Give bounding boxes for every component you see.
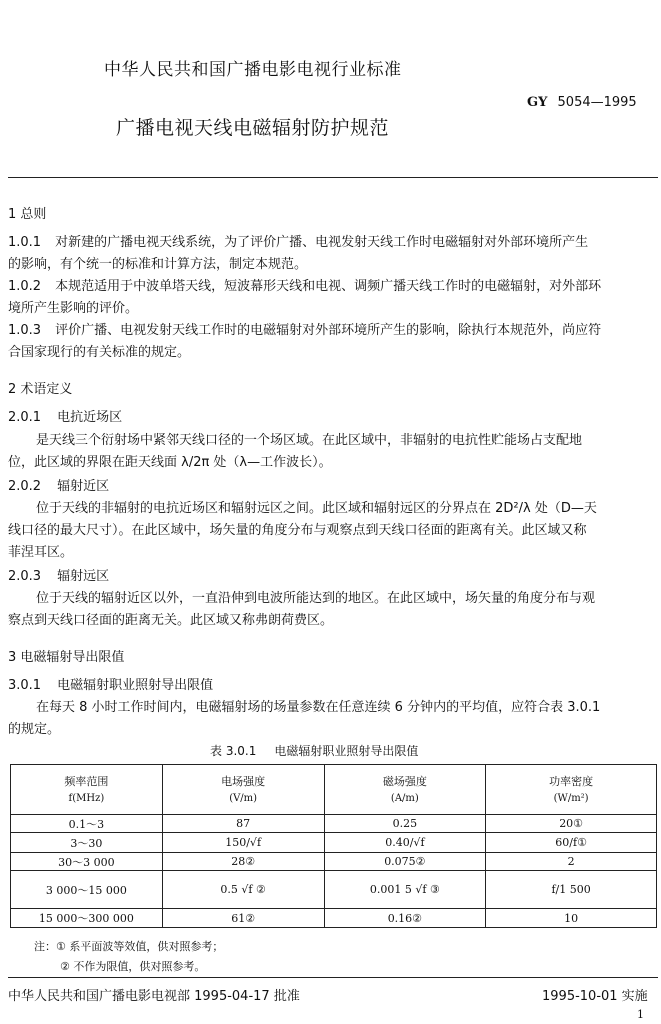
table-row <box>11 815 657 833</box>
limits-table <box>10 764 657 928</box>
clause-1-0-2-line2: 境所产生影响的评价。 <box>8 301 139 316</box>
standard-code-number: 5054—1995 <box>557 95 637 110</box>
clause-1-0-1-line2: 的影响，有个统一的标准和计算方法，制定本规范。 <box>8 257 308 272</box>
clause-1-0-2-line1 <box>8 276 601 298</box>
clause-2-0-1-line1: 是天线三个衍射场中紧邻天线口径的一个场区域。在此区域中，非辐射的电抗性贮能场占支配地 <box>36 433 583 448</box>
header-name: 功率密度 <box>549 774 594 788</box>
table-row <box>11 833 657 853</box>
footer-approver: 中华人民共和国广播电影电视部 1995-04-17 批准 <box>8 989 300 1004</box>
section-3-title: 3 电磁辐射导出限值 <box>8 650 125 665</box>
clause-1-0-3-number: 1.0.3 <box>8 323 42 338</box>
clause-1-0-1-line1 <box>8 232 588 254</box>
header-cell <box>324 765 486 815</box>
table-note-1 <box>34 938 223 954</box>
clause-3-0-1-heading <box>8 675 213 697</box>
clause-2-0-1-name: 电抗近场区 <box>57 410 123 425</box>
table-row <box>11 871 657 909</box>
clause-2-0-3-heading <box>8 566 109 588</box>
clause-1-0-3-line1 <box>8 320 601 342</box>
table-cell: 0.16② <box>324 909 486 928</box>
clause-2-0-3-line1: 位于天线的辐射近区以外，一直沿伸到电波所能达到的地区。在此区域中，场矢量的角度分布与观 <box>36 591 596 606</box>
table-cell: 30～3 000 <box>11 853 163 871</box>
clause-2-0-1-heading <box>8 407 122 429</box>
clause-2-0-3-name: 辐射远区 <box>57 569 110 584</box>
table-header-row <box>11 765 657 815</box>
header-rule <box>8 177 658 178</box>
clause-2-0-2-line1: 位于天线的非辐射的电抗近场区和辐射远区之间。此区域和辐射远区的分界点在 2D²/λ 处（D—天 <box>36 501 597 516</box>
table-cell: 0.075② <box>324 853 486 871</box>
table-cell: 60/f① <box>486 833 657 853</box>
clause-3-0-1-name: 电磁辐射职业照射导出限值 <box>57 678 214 693</box>
section-1-title: 1 总则 <box>8 207 47 222</box>
clause-3-0-1-number: 3.0.1 <box>8 678 42 693</box>
table-cell: 0.40/√f <box>324 833 486 853</box>
header-unit: (A/m) <box>390 792 419 804</box>
table-cell: 87 <box>162 815 324 833</box>
table-cell: 20① <box>486 815 657 833</box>
section-2-title: 2 术语定义 <box>8 382 73 397</box>
table-note-2: ② 不作为限值，供对照参考。 <box>60 960 206 973</box>
table-cell: 0.1～3 <box>11 815 163 833</box>
standard-org: 中华人民共和国广播电影电视行业标准 <box>104 60 402 80</box>
clause-1-0-2-number: 1.0.2 <box>8 279 42 294</box>
clause-2-0-1-line2: 位，此区域的界限在距天线面 λ/2π 处（λ—工作波长）。 <box>8 455 332 470</box>
table-caption-number: 表 3.0.1 <box>210 744 257 758</box>
table-cell: 15 000～300 000 <box>11 909 163 928</box>
clause-2-0-2-line3: 菲涅耳区。 <box>8 545 74 560</box>
table-caption-title: 电磁辐射职业照射导出限值 <box>274 744 419 758</box>
table-cell: f/1 500 <box>486 871 657 909</box>
clause-2-0-2-heading <box>8 476 109 498</box>
header-cell <box>11 765 163 815</box>
footer-rule <box>8 977 658 978</box>
page-title: 广播电视天线电磁辐射防护规范 <box>116 117 390 139</box>
table-row <box>11 853 657 871</box>
clause-2-0-1-number: 2.0.1 <box>8 410 42 425</box>
table-cell: 3 000～15 000 <box>11 871 163 909</box>
clause-1-0-1-number: 1.0.1 <box>8 235 42 250</box>
clause-2-0-2-name: 辐射近区 <box>57 479 110 494</box>
clause-3-0-1-line1: 在每天 8 小时工作时间内，电磁辐射场的场量参数在任意连续 6 分钟内的平均值，应符合表 3.0.1 <box>36 700 601 715</box>
page-number: 1 <box>637 1008 644 1021</box>
table-cell: 0.001 5 √f ③ <box>324 871 486 909</box>
header-unit: (V/m) <box>229 792 258 804</box>
table-caption <box>210 742 418 759</box>
note-label: 注： <box>34 940 56 953</box>
header-name: 磁场强度 <box>382 774 427 788</box>
clause-2-0-3-number: 2.0.3 <box>8 569 42 584</box>
clause-3-0-1-line2: 的规定。 <box>8 722 61 737</box>
clause-1-0-1-text: 对新建的广播电视天线系统，为了评价广播、电视发射天线工作时电磁辐射对外部环境所产生 <box>55 235 589 250</box>
table-cell: 61② <box>162 909 324 928</box>
header-unit: f(MHz) <box>68 792 105 804</box>
table-cell: 0.5 √f ② <box>162 871 324 909</box>
footer-effective: 1995-10-01 实施 <box>542 989 648 1004</box>
note-1-text: ① 系平面波等效值，供对照参考； <box>56 940 224 953</box>
header-cell <box>486 765 657 815</box>
clause-1-0-3-line2: 合国家现行的有关标准的规定。 <box>8 345 191 360</box>
header-name: 电场强度 <box>221 774 266 788</box>
table-cell: 28② <box>162 853 324 871</box>
table-cell: 0.25 <box>324 815 486 833</box>
header-name: 频率范围 <box>64 774 109 788</box>
table-row <box>11 909 657 928</box>
header-unit: (W/m²) <box>553 792 589 804</box>
table-cell: 10 <box>486 909 657 928</box>
clause-1-0-3-text: 评价广播、电视发射天线工作时的电磁辐射对外部环境所产生的影响，除执行本规范外，尚应符 <box>55 323 602 338</box>
standard-code <box>527 95 637 110</box>
clause-1-0-2-text: 本规范适用于中波单塔天线，短波幕形天线和电视、调频广播天线工作时的电磁辐射，对外部环 <box>55 279 602 294</box>
clause-2-0-2-number: 2.0.2 <box>8 479 42 494</box>
clause-2-0-3-line2: 察点到天线口径面的距离无关。此区域又称弗朗荷费区。 <box>8 613 334 628</box>
table-cell: 150/√f <box>162 833 324 853</box>
standard-code-prefix: GY <box>527 95 548 110</box>
table-cell: 3～30 <box>11 833 163 853</box>
header-cell <box>162 765 324 815</box>
table-cell: 2 <box>486 853 657 871</box>
clause-2-0-2-line2: 线口径的最大尺寸）。在此区域中，场矢量的角度分布与观察点到天线口径面的距离有关。此区域又称 <box>8 523 587 538</box>
